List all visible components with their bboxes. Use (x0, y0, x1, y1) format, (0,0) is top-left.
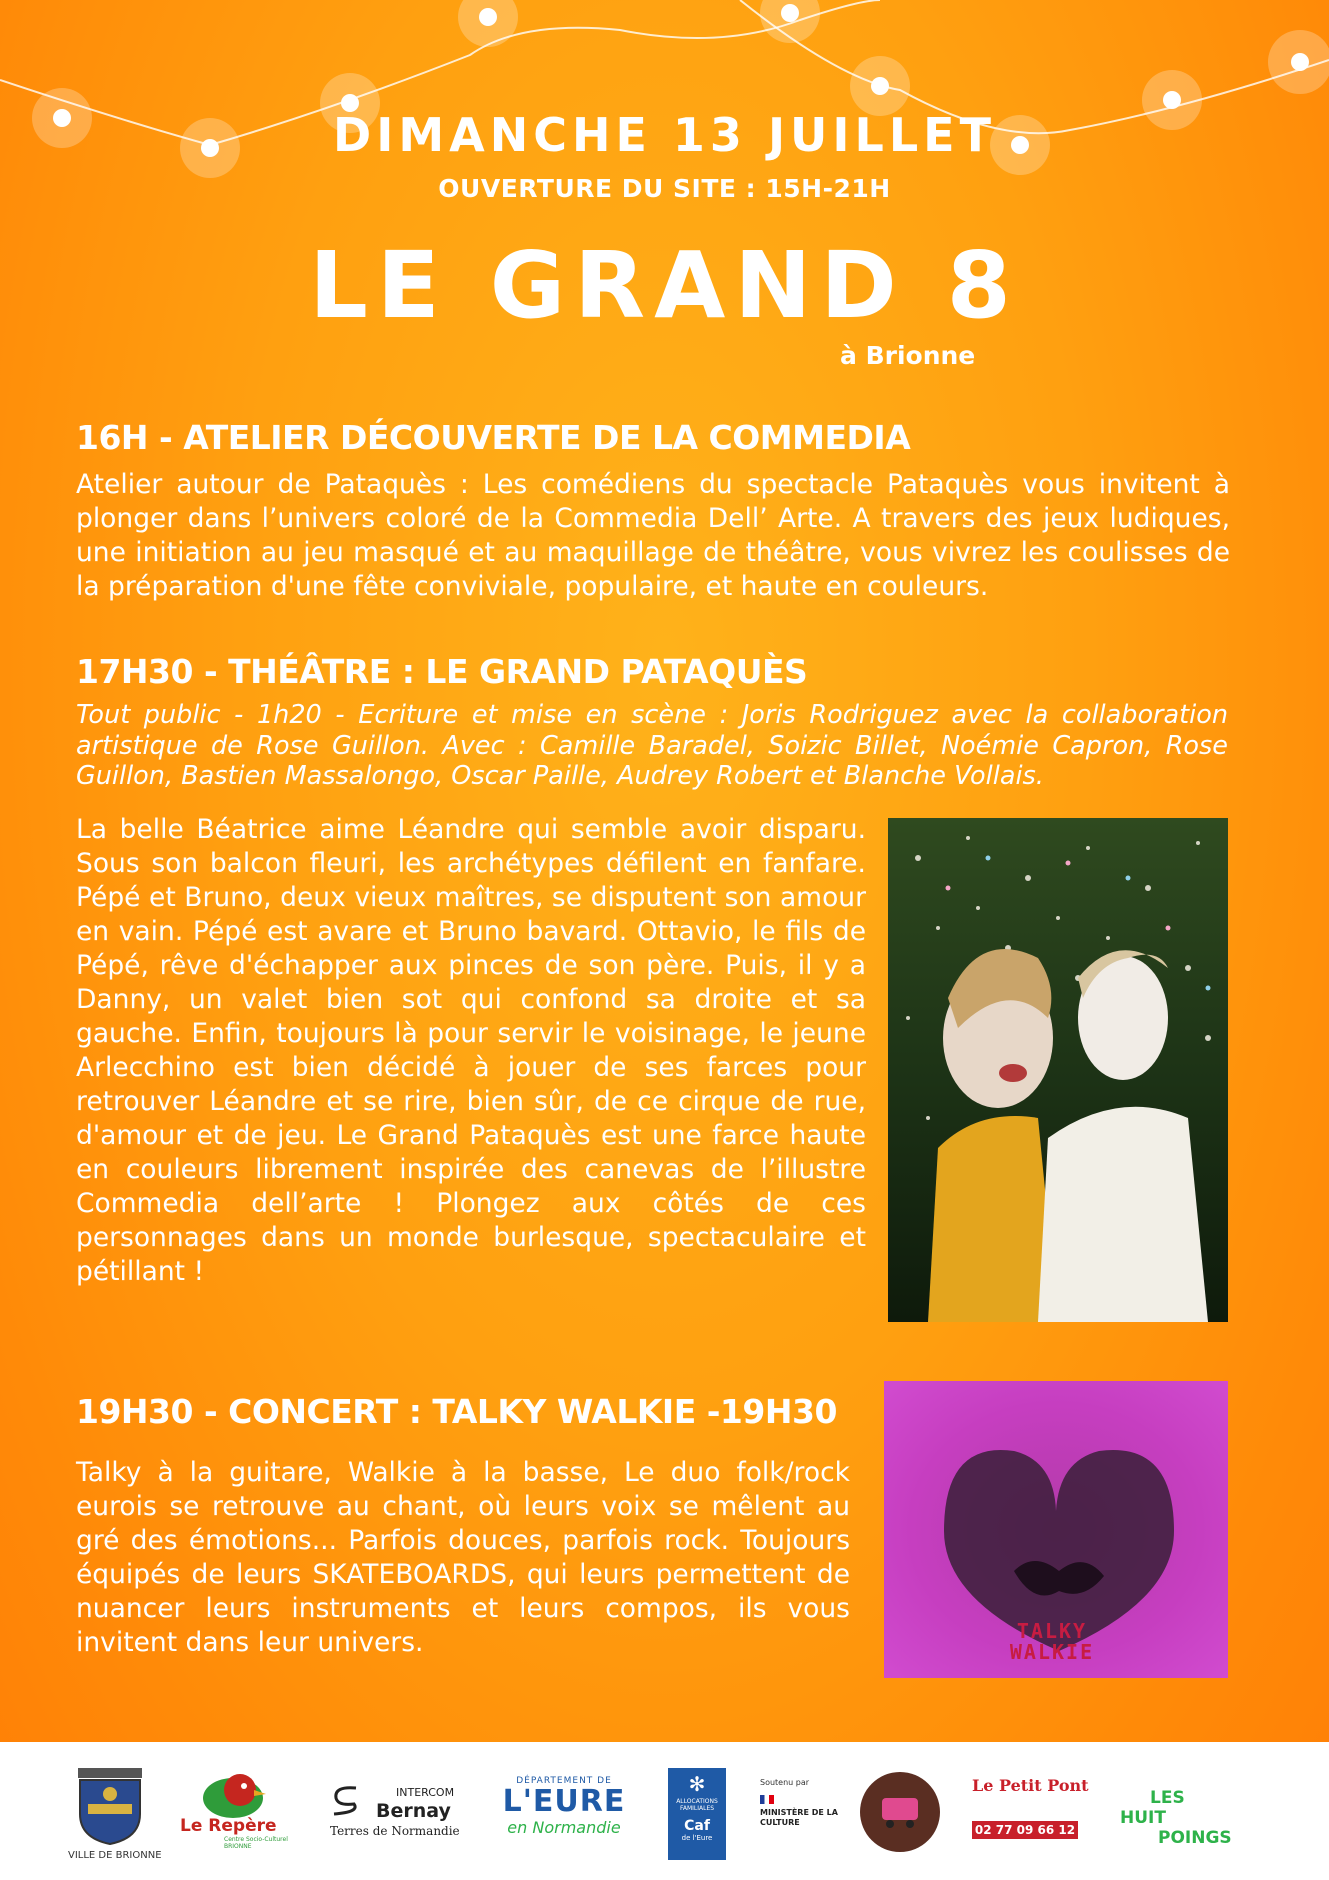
les-huit-poings-logo[interactable]: LES HUIT POINGS (1120, 1788, 1232, 1848)
caf-star-icon: ✻ (688, 1772, 706, 1796)
partner-logos-footer (0, 1742, 1329, 1880)
section-heading-theatre: 17H30 - THÉÂTRE : LE GRAND PATAQUÈS (76, 652, 808, 691)
bird-icon (200, 1770, 266, 1818)
album-title: TALKY WALKIE (1009, 1619, 1095, 1664)
opening-hours: OUVERTURE DU SITE : 15H-21H (438, 174, 891, 203)
le-petit-pont-logo[interactable]: Le Petit Pont 02 77 09 66 12 (972, 1776, 1089, 1837)
event-location: à Brionne (840, 341, 976, 370)
intercom-bernay-logo[interactable]: INTERCOM Bernay Terres de Normandie (330, 1786, 460, 1838)
le-repere-logo[interactable]: Le Repère Centre Socio-Culturel BRIONNE (180, 1770, 290, 1860)
section-heading-atelier: 16H - ATELIER DÉCOUVERTE DE LA COMMEDIA (76, 418, 911, 457)
caf-eure-logo[interactable]: ✻ ALLOCATIONS FAMILIALES Caf de l'Eure (668, 1768, 726, 1860)
brionne-crest-icon (68, 1764, 152, 1846)
foodtruck-logo[interactable] (860, 1772, 940, 1852)
intercom-swirl-icon (330, 1784, 360, 1816)
ministere-culture-logo[interactable]: Soutenu par MINISTÈRE DE LA CULTURE (760, 1778, 838, 1827)
section-body-concert: Talky à la guitare, Walkie à la basse, Le duo folk/rock eurois se retrouve au chant, où leurs voix se mêlent au gré des émotions... Parfois douces, parfois rock. Toujours équipés de leurs SKATEBOARDS, qui leurs permettent de nuancer leurs instruments et leurs compos, ils vous invitent dans leur univers. (76, 1457, 850, 1658)
section-body-atelier: Atelier autour de Pataquès : Les comédiens du spectacle Pataquès vous invitent à plonger dans l’univers coloré de la Commedia Dell’ Arte. A travers des jeux ludiques, une initiation au jeu masqué et au maquillage de théâtre, vous vivrez les coulisses de la préparation d'une fête conviviale, populaire, et haute en couleurs. (76, 469, 1230, 602)
theatre-photo (888, 818, 1228, 1322)
event-date: DIMANCHE 13 JUILLET (333, 108, 996, 162)
ville-de-brionne-logo[interactable]: VILLE DE BRIONNE (68, 1764, 158, 1872)
french-flag-icon (760, 1795, 774, 1804)
food-truck-icon (860, 1772, 940, 1852)
section-heading-concert: 19H30 - CONCERT : TALKY WALKIE -19H30 (76, 1392, 837, 1431)
departement-eure-logo[interactable]: DÉPARTEMENT DE L'EURE en Normandie (502, 1776, 626, 1837)
theatre-credits: Tout public - 1h20 - Ecriture et mise en scène : Joris Rodriguez avec la collaboration artistique de Rose Guillon. Avec : Camille Baradel, Soizic Billet, Noémie Capron, Rose Guillon, Bastien Massalongo, Oscar Paille, Audrey Robert et Blanche Vollais. (76, 700, 1228, 791)
event-title: LE GRAND 8 (309, 232, 1020, 339)
concert-album-cover (884, 1381, 1228, 1678)
section-body-theatre: La belle Béatrice aime Léandre qui semble avoir disparu. Sous son balcon fleuri, les archétypes défilent en fanfare. Pépé et Bruno, deux vieux maîtres, se disputent son amour en vain. Pépé est avare et Bruno bavard. Ottavio, le fils de Pépé, rêve d'échapper aux pinces de son père. Puis, il y a Danny, un valet bien sot qui confond sa droite et sa gauche. Enfin, toujours là pour servir le voisinage, le jeune Arlecchino est bien décidé à jouer de ses farces pour retrouver Léandre et se rire, bien sûr, de ce cirque de rue, d'amour et de jeu. Le Grand Pataquès est une farce haute en couleurs librement inspirée des canevas de l’illustre Commedia dell’arte ! Plongez aux côtés de ces personnages dans un monde burlesque, spectaculaire et pétillant ! (76, 814, 866, 1287)
